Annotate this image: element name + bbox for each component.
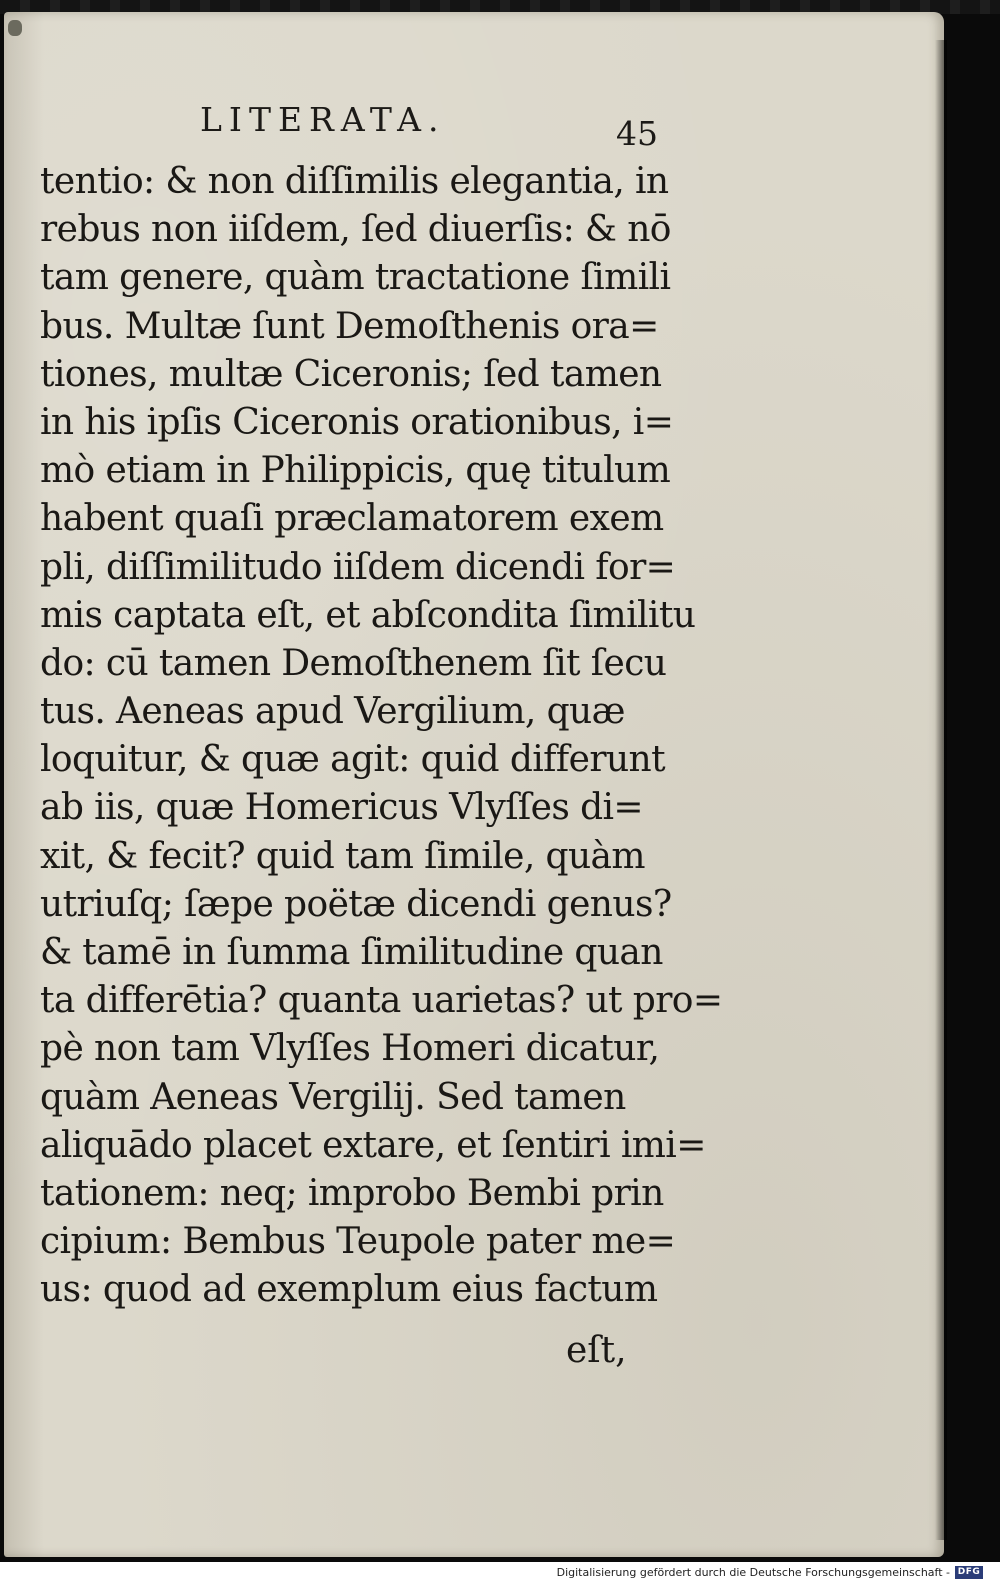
text-line: tus. Aeneas apud Vergilium, quæ — [40, 691, 625, 733]
text-line: & tamē in ſumma ſimilitudine quan — [40, 932, 663, 973]
text-line: pli, diſſimilitudo iiſdem dicendi for= — [40, 546, 676, 588]
binding-spot — [8, 20, 22, 36]
text-line: xit, & fecit? quid tam ſimile, quàm — [40, 835, 645, 877]
text-line: cipium: Bembus Teupole pater me= — [40, 1221, 676, 1263]
body-text — [40, 158, 723, 1315]
text-line: tam genere, quàm tractatione ſimili — [40, 257, 671, 299]
text-line: tiones, multæ Ciceronis; ſed tamen — [40, 353, 662, 395]
dfg-logo-icon: DFG — [955, 1566, 983, 1579]
text-line: aliquādo placet extare, et ſentiri imi= — [40, 1124, 706, 1166]
text-line: habent quaſi præclamatorem exem — [40, 498, 664, 540]
footer-credit: Digitalisierung gefördert durch die Deutsche Forschungsgemeinschaft - — [556, 1566, 950, 1579]
page-number: 45 — [616, 114, 658, 153]
text-line: bus. Multæ ſunt Demoſthenis ora= — [40, 305, 659, 347]
text-line: rebus non iiſdem, ſed diuerſis: & nō — [40, 209, 671, 251]
text-line: utriuſq; ſæpe poëtæ dicendi genus? — [40, 883, 672, 925]
text-line: do: cū tamen Demoſthenem ſit ſecu — [40, 642, 667, 684]
text-line: loquitur, & quæ agit: quid differunt — [40, 739, 665, 781]
text-line: pè non tam Vlyſſes Homeri dicatur, — [40, 1028, 660, 1070]
text-line: mis captata eſt, et abſcondita ſimilitu — [40, 594, 696, 636]
running-head: LITERATA. — [200, 100, 446, 139]
text-line: mò etiam in Philippicis, quę titulum — [40, 450, 671, 492]
text-line: ab iis, quæ Homericus Vlyſſes di= — [40, 787, 643, 829]
text-line: tentio: & non diſſimilis elegantia, in — [40, 161, 669, 202]
page-edge-shadow — [935, 40, 947, 1540]
text-line: in his ipſis Ciceronis orationibus, i= — [40, 401, 674, 443]
text-line: tationem: neq; improbo Bembi prin — [40, 1172, 664, 1214]
text-line: ta differētia? quanta uarietas? ut pro= — [40, 980, 723, 1022]
catchword: eſt, — [566, 1330, 627, 1371]
text-line: quàm Aeneas Vergilij. Sed tamen — [40, 1076, 626, 1118]
text-line: us: quod ad exemplum eius factum — [40, 1269, 658, 1311]
